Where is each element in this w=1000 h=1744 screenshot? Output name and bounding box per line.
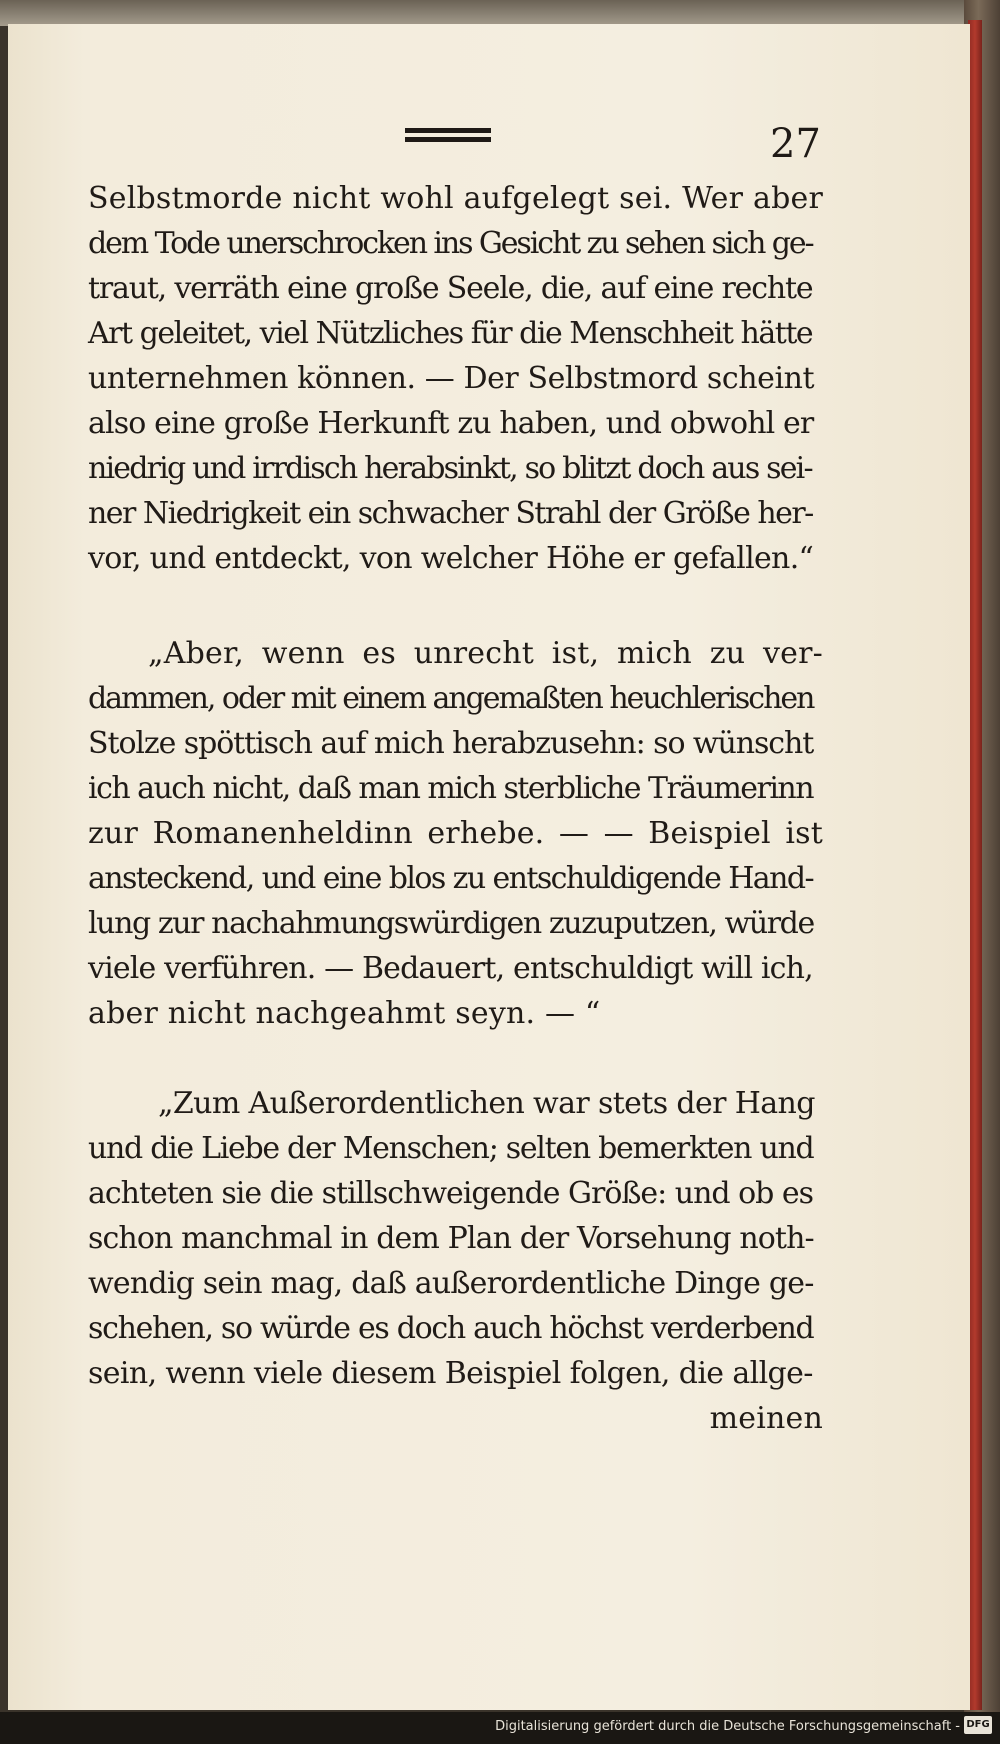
text-line: „Zum Außerordentlichen war stets der Hang <box>158 1086 815 1121</box>
text-line: viele verführen. — Bedauert, entschuldigt will ich, <box>88 951 813 986</box>
text-line: ner Niedrigkeit ein schwacher Strahl der Größe her- <box>88 496 813 531</box>
text-line: Selbstmorde nicht wohl aufgelegt sei. Wer aber <box>88 181 823 216</box>
text-line: dem Tode unerschrocken ins Gesicht zu sehen sich ge- <box>88 226 813 261</box>
text-line: also eine große Herkunft zu haben, und obwohl er <box>88 406 814 441</box>
text-line: schon manchmal in dem Plan der Vorsehung noth- <box>88 1221 814 1256</box>
text-line: „Aber, wenn es unrecht ist, mich zu ver- <box>148 636 823 671</box>
text-line: schehen, so würde es doch auch höchst verderbend <box>88 1311 814 1346</box>
text-line: ich auch nicht, daß man mich sterbliche Träumerinn <box>88 771 813 806</box>
book-edge-top <box>0 0 1000 26</box>
text-line: ansteckend, und eine blos zu entschuldigende Hand- <box>88 861 813 896</box>
text-line: vor, und entdeckt, von welcher Höhe er gefallen.“ <box>88 541 814 576</box>
text-line: wendig sein mag, daß außerordentliche Dinge ge- <box>88 1266 814 1301</box>
text-line: und die Liebe der Menschen; selten bemerkten und <box>88 1131 814 1166</box>
text-line: achteten sie die stillschweigende Größe: und ob es <box>88 1176 814 1211</box>
text-line: niedrig und irrdisch herabsinkt, so blitzt doch aus sei- <box>88 451 812 486</box>
text-line: unternehmen können. — Der Selbstmord scheint <box>88 361 815 396</box>
catchword: meinen <box>709 1401 823 1436</box>
dfg-logo: DFG <box>964 1716 992 1734</box>
footer-credit: Digitalisierung gefördert durch die Deutsche Forschungsgemeinschaft - <box>495 1719 960 1734</box>
header-rule <box>405 128 491 142</box>
text-line: Stolze spöttisch auf mich herabzusehn: so wünscht <box>88 726 814 761</box>
text-line: aber nicht nachgeahmt seyn. — “ <box>88 996 601 1031</box>
text-line: traut, verräth eine große Seele, die, auf eine rechte <box>88 271 813 306</box>
text-line: zur Romanenheldinn erhebe. — — Beispiel ist <box>88 816 823 851</box>
text-line: lung zur nachahmungswürdigen zuzuputzen, würde <box>88 906 814 941</box>
page-edge-red <box>968 20 982 1710</box>
text-line: dammen, oder mit einem angemaßten heuchlerischen <box>88 681 814 716</box>
text-line: Art geleitet, viel Nützliches für die Menschheit hätte <box>88 316 813 351</box>
page-number: 27 <box>770 121 821 167</box>
book-page <box>8 24 970 1710</box>
text-line: sein, wenn viele diesem Beispiel folgen, die allge- <box>88 1356 813 1391</box>
